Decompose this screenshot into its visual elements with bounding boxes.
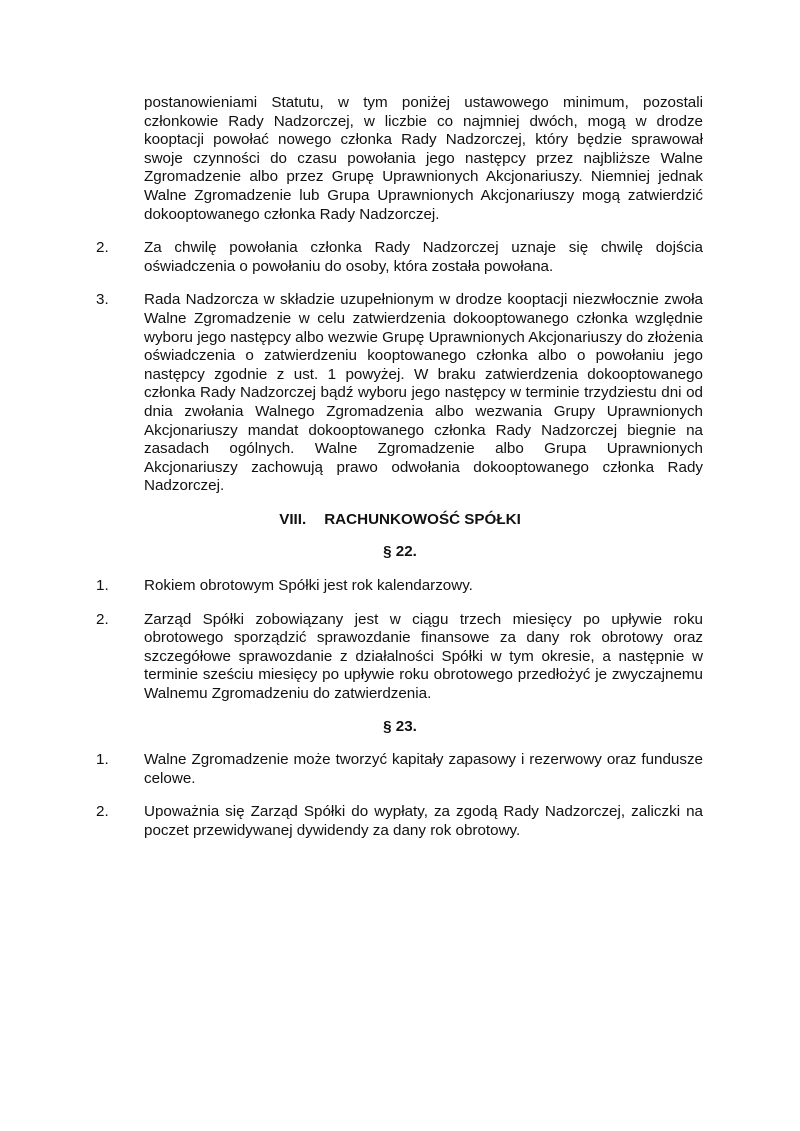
section-heading (0, 511, 800, 530)
continuation-paragraph: postanowieniami Statutu, w tym poniżej ustawowego minimum, pozostali członkowie Rady Nadzorczej, w liczbie co najmniej dwóch, mogą w drodze kooptacji powołać nowego członka Rady Nadzorczej, który będzie sprawował swoje czynności do czasu powołania jego następcy przez najbliższe Walne Zgromadzenie albo przez Grupę Uprawnionych Akcjonariuszy. Niemniej jednak Walne Zgromadzenie lub Grupa Uprawnionych Akcjonariuszy mogą zatwierdzić dokooptowanego członka Rady Nadzorczej. (144, 94, 703, 223)
item-number: 2. (96, 803, 109, 821)
paragraph-heading-23: § 23. (383, 717, 417, 735)
item-number: 3. (96, 291, 109, 309)
list-item (0, 751, 800, 788)
item-text: Walne Zgromadzenie może tworzyć kapitały zapasowy i rezerwowy oraz fundusze celowe. (144, 751, 703, 787)
item-text: Upoważnia się Zarząd Spółki do wypłaty, za zgodą Rady Nadzorczej, zaliczki na poczet przewidywanej dywidendy za dany rok obrotowy. (144, 803, 703, 839)
section-number: VIII. (279, 510, 307, 528)
list-item (0, 577, 800, 596)
section-title: RACHUNKOWOŚĆ SPÓŁKI (324, 510, 521, 528)
item-text: Zarząd Spółki zobowiązany jest w ciągu trzech miesięcy po upływie roku obrotowego sporządzić sprawozdanie finansowe za dany rok obrotowy oraz szczegółowe sprawozdanie z działalności Spółki w tym okresie, a następnie w terminie sześciu miesięcy po upływie roku obrotowego przedłożyć je zwyczajnemu Walnemu Zgromadzeniu do zatwierdzenia. (144, 610, 703, 703)
item-number: 2. (96, 239, 109, 257)
item-number: 1. (96, 577, 109, 595)
item-text: Za chwilę powołania członka Rady Nadzorczej uznaje się chwilę dojścia oświadczenia o powołaniu do osoby, która została powołana. (144, 239, 703, 275)
item-text: Rada Nadzorcza w składzie uzupełnionym w drodze kooptacji niezwłocznie zwoła Walne Zgromadzenie w celu zatwierdzenia dokooptowanego członka względnie wyboru jego następcy albo wezwie Grupę Uprawnionych Akcjonariuszy do złożenia oświadczenia o zatwierdzeniu kooptowanego członka albo o powołaniu jego następcy zgodnie z ust. 1 powyżej. W braku zatwierdzenia dokooptowanego członka Rady Nadzorczej bądź wyboru jego następcy w terminie trzydziestu dni od dnia zwołania Walnego Zgromadzenia albo wezwania Grupy Uprawnionych Akcjonariuszy mandat dokooptowanego członka Rady Nadzorczej biegnie na zasadach ogólnych. Walne Zgromadzenie albo Grupa Uprawnionych Akcjonariuszy zachowują prawo odwołania dokooptowanego członka Rady Nadzorczej. (144, 291, 703, 495)
list-item (0, 239, 800, 276)
item-text: Rokiem obrotowym Spółki jest rok kalendarzowy. (144, 577, 473, 595)
paragraph-heading-22: § 22. (383, 543, 417, 561)
list-item (0, 291, 800, 496)
item-number: 2. (96, 610, 109, 628)
item-number: 1. (96, 751, 109, 769)
list-item (0, 611, 800, 704)
list-item (0, 803, 800, 840)
